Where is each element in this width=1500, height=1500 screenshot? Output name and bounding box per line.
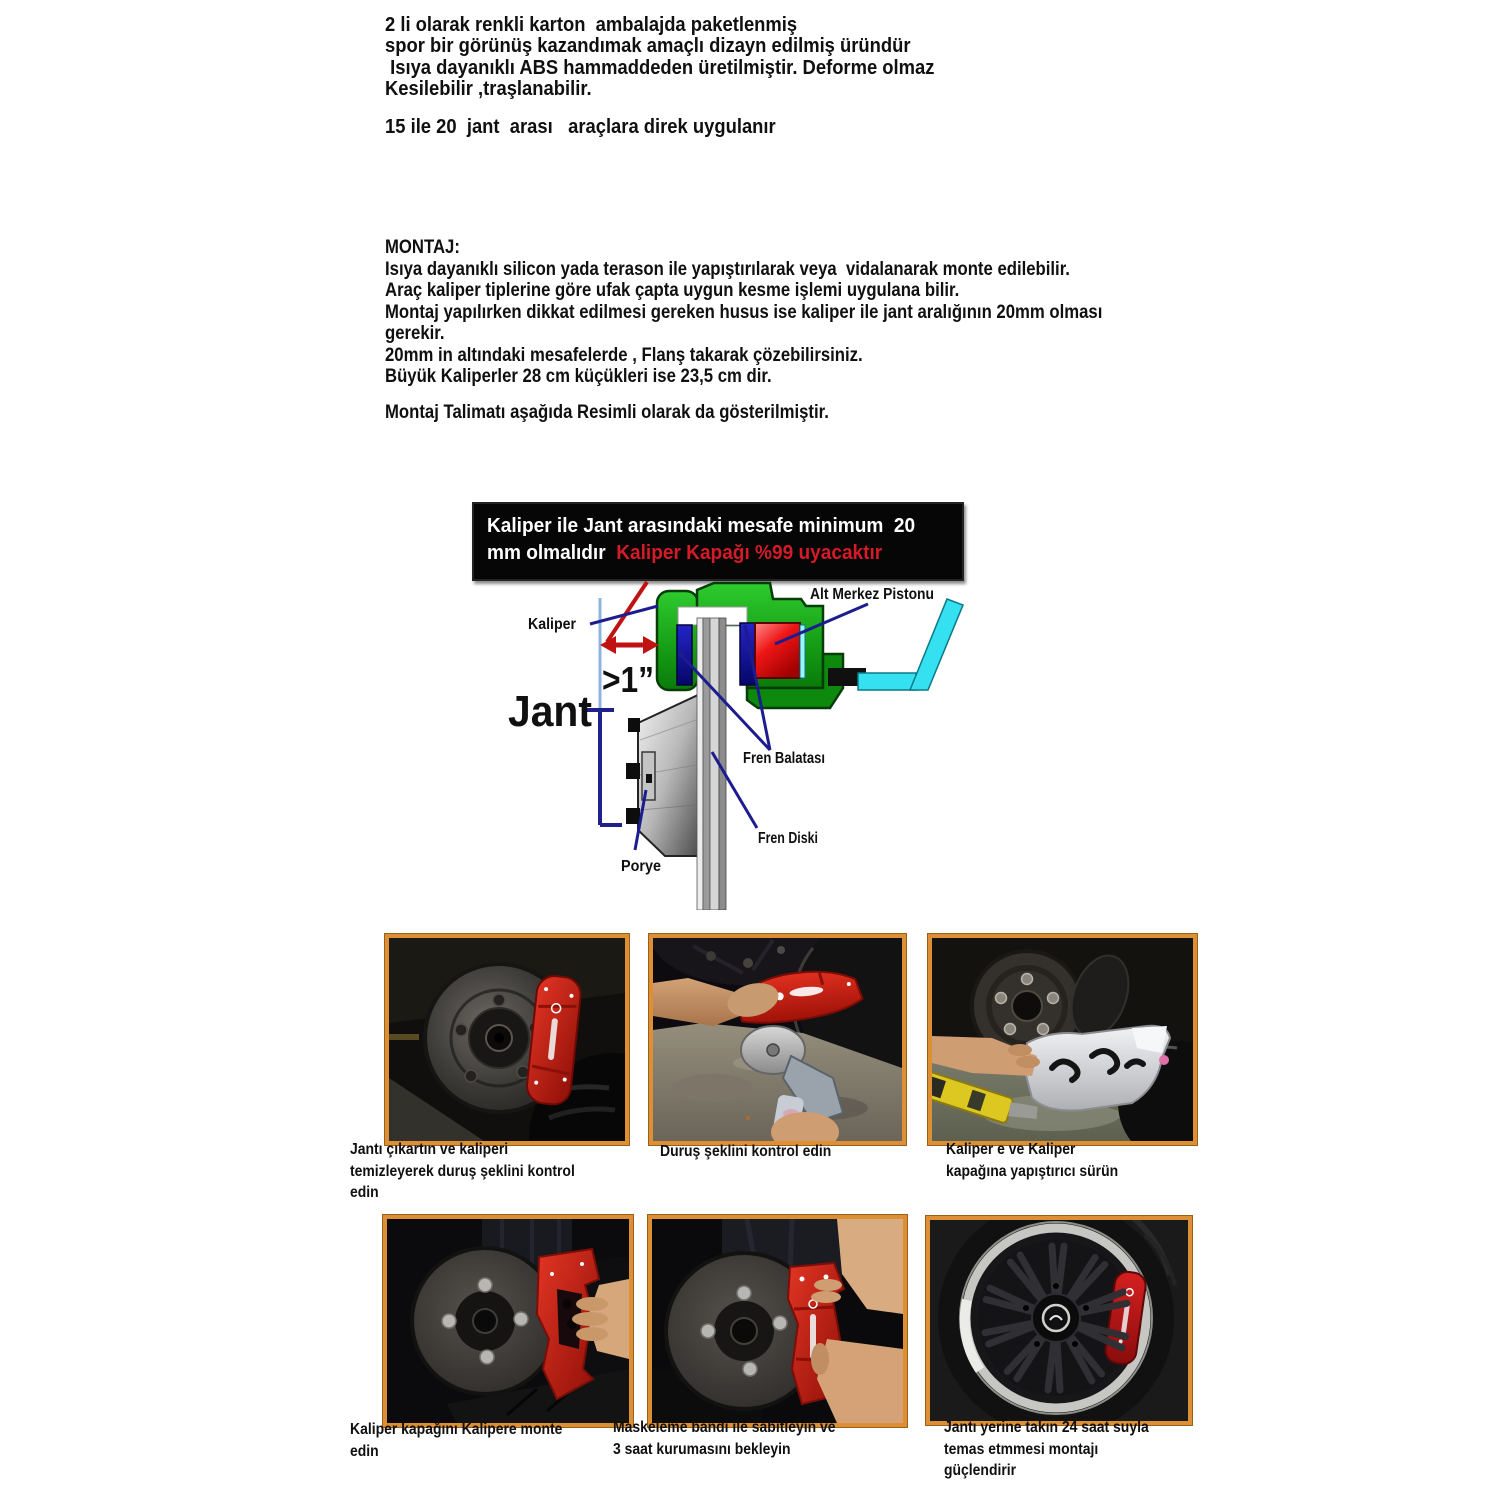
annotation-dot — [678, 652, 684, 658]
intro-line: spor bir görünüş kazandımak amaçlı dizayn edilmiş üründür — [385, 35, 911, 58]
intro-line: Isıya dayanıklı ABS hammaddeden üretilmiştir. Deforme olmaz — [385, 56, 935, 79]
montaj-line: Araç kaliper tiplerine göre ufak çapta uygun kesme işlemi uygulana bilir. — [385, 280, 960, 301]
label-fren-diski: Fren Diski — [758, 830, 818, 847]
montaj-footer: Montaj Talimatı aşağıda Resimli olarak da gösterilmiştir. — [385, 401, 829, 423]
intro-text — [385, 15, 934, 101]
montaj-line: Isıya dayanıklı silicon yada terason ile yapıştırılarak veya vidalanarak monte edilebilir. — [385, 258, 1070, 280]
gap-note-label: >1” — [602, 659, 654, 700]
montaj-line: Büyük Kaliperler 28 cm küçükleri ise 23,5 cm dir. — [385, 366, 772, 387]
step-caption-1: Jantı çıkartın ve kaliperi temizleyerek duruş şeklini kontrol edin — [350, 1141, 575, 1201]
banner-line-1: Kaliper ile Jant arasındaki mesafe minimum 20 — [487, 514, 916, 537]
montaj-line: gerekir. — [385, 323, 445, 344]
banner-line-2-white: mm olmalıdır — [487, 541, 611, 564]
step-caption-4: Kaliper kapağını Kalipere monte edin — [350, 1421, 563, 1460]
step-photo-5 — [648, 1215, 907, 1427]
label-kaliper: Kaliper — [528, 616, 576, 633]
label-fren-balatasi: Fren Balatası — [743, 750, 825, 767]
label-alt-merkez-pistonu: Alt Merkez Pistonu — [810, 586, 934, 603]
step-caption-5: Maskeleme bandı ile sabitleyin ve 3 saat kurumasını bekleyin — [613, 1419, 836, 1458]
piston-shape — [755, 623, 800, 678]
banner-line-2-red: Kaliper Kapağı %99 uyacaktır — [610, 541, 883, 564]
step-caption-3: Kaliper e ve Kaliper kapağına yapıştırıcı sürün — [946, 1141, 1119, 1180]
step-photo-3 — [928, 934, 1197, 1145]
montaj-section — [385, 237, 1102, 423]
brake-disc-shape — [697, 618, 726, 910]
step-photo-1 — [385, 934, 629, 1145]
step-photo-2 — [649, 934, 906, 1145]
hub-shape — [626, 695, 698, 856]
step-caption-6: Jantı yerine takın 24 saat suyla temas etmmesi montajı güçlendirir — [944, 1419, 1149, 1479]
montaj-line: 20mm in altındaki mesafelerde , Flanş takarak çözebilirsiniz. — [385, 344, 863, 366]
intro-line: Kesilebilir ,traşlanabilir. — [385, 78, 592, 101]
label-jant: Jant — [508, 687, 593, 736]
step-photo-4 — [383, 1215, 633, 1427]
step-photo-6 — [926, 1216, 1192, 1425]
montaj-line: Montaj yapılırken dikkat edilmesi gereken husus ise kaliper ile jant aralığının 20mm olması — [385, 301, 1103, 323]
label-porye: Porye — [621, 858, 662, 875]
fitment-line: 15 ile 20 jant arası araçlara direk uygulanır — [385, 116, 776, 138]
montaj-heading: MONTAJ: — [385, 237, 460, 258]
caliper-diagram — [440, 580, 1000, 910]
distance-banner — [472, 502, 964, 581]
banner-line-2 — [487, 539, 929, 566]
step-caption-2: Duruş şeklini kontrol edin — [660, 1143, 832, 1160]
intro-line: 2 li olarak renkli karton ambalajda paketlenmiş — [385, 14, 798, 36]
